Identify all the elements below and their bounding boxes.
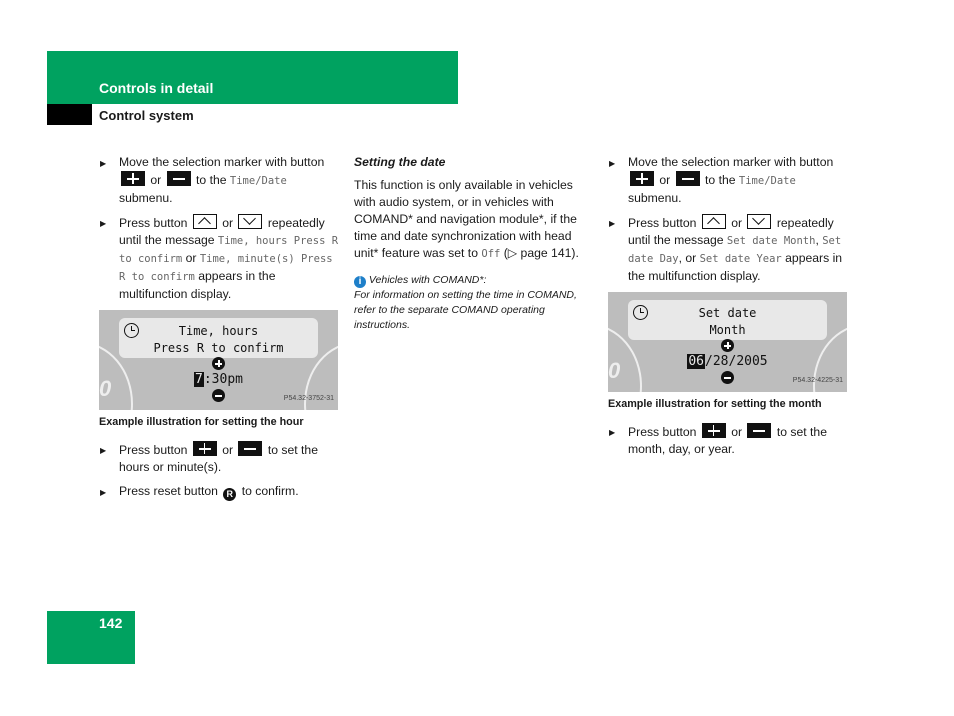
figure-caption: Example illustration for setting the month: [608, 398, 822, 410]
section-heading: Setting the date: [354, 155, 446, 169]
list-item: ▶ Press button or repeatedly until the message Set date Month, Set date Day, or Set date Year appears in the multifunction display.: [608, 214, 848, 285]
plus-button-icon: [702, 423, 726, 438]
right-column: [608, 154, 848, 465]
list-item: ▶ Press button or repeatedly until the message Time, hours Press R to confirm or Time, minute(s) Press R to confirm appears in the multifunction display.: [99, 214, 339, 303]
list-item: ▶ Press button or to set the month, day, or year.: [608, 423, 848, 458]
clock-icon: [633, 305, 648, 320]
list-item: ▶ Move the selection marker with button or to the Time/Date submenu.: [608, 154, 848, 207]
paragraph: This function is only available in vehicles with audio system, or in vehicles with COMAND* and navigation module*, if the time and date synchronization with head unit* feature was set to Off (▷ page 141).: [354, 178, 579, 260]
reset-button-icon: R: [223, 488, 236, 501]
subsection-title: Control system: [99, 108, 194, 123]
plus-icon: [721, 339, 734, 352]
plus-button-icon: [121, 171, 145, 186]
time-adjust: 7:30pm: [99, 357, 338, 402]
page-number: 142: [99, 615, 123, 631]
display-illustration-hour: [99, 310, 338, 410]
figure-caption: Example illustration for setting the hour: [99, 416, 304, 428]
info-note: i Vehicles with COMAND*: For information on setting the time in COMAND, refer to the separate COMAND operating instructions.: [354, 274, 577, 331]
down-button-icon: [747, 214, 771, 229]
clock-icon: [124, 323, 139, 338]
up-button-icon: [193, 214, 217, 229]
figure-code: P54.32-3752-31: [283, 395, 334, 402]
header-band: [47, 51, 458, 104]
dial-digit: 0: [99, 376, 112, 401]
minus-button-icon: [167, 171, 191, 186]
minus-button-icon: [676, 171, 700, 186]
minus-icon: [212, 389, 225, 402]
minus-icon: [721, 371, 734, 384]
plus-button-icon: [193, 441, 217, 456]
list-item: ▶ Move the selection marker with button or to the Time/Date submenu.: [99, 154, 339, 207]
lcd-screen: Time, hours Press R to confirm: [119, 318, 318, 358]
dial-digit: 0: [608, 358, 621, 383]
middle-column: [354, 154, 594, 333]
left-column: [99, 154, 339, 508]
subsection-marker: [47, 104, 92, 125]
plus-icon: [212, 357, 225, 370]
figure-code: P54.32-4225-31: [792, 377, 843, 384]
plus-button-icon: [630, 171, 654, 186]
minus-button-icon: [238, 441, 262, 456]
list-item: ▶ Press reset button R to confirm.: [99, 483, 339, 501]
lcd-screen: Set date Month: [628, 300, 827, 340]
list-item: ▶ Press button or to set the hours or minute(s).: [99, 441, 339, 476]
minus-button-icon: [747, 423, 771, 438]
down-button-icon: [238, 214, 262, 229]
display-illustration-month: [608, 292, 847, 392]
date-adjust: 06/28/2005: [608, 339, 847, 384]
section-title: Controls in detail: [99, 80, 214, 96]
info-icon: i: [354, 276, 366, 288]
up-button-icon: [702, 214, 726, 229]
